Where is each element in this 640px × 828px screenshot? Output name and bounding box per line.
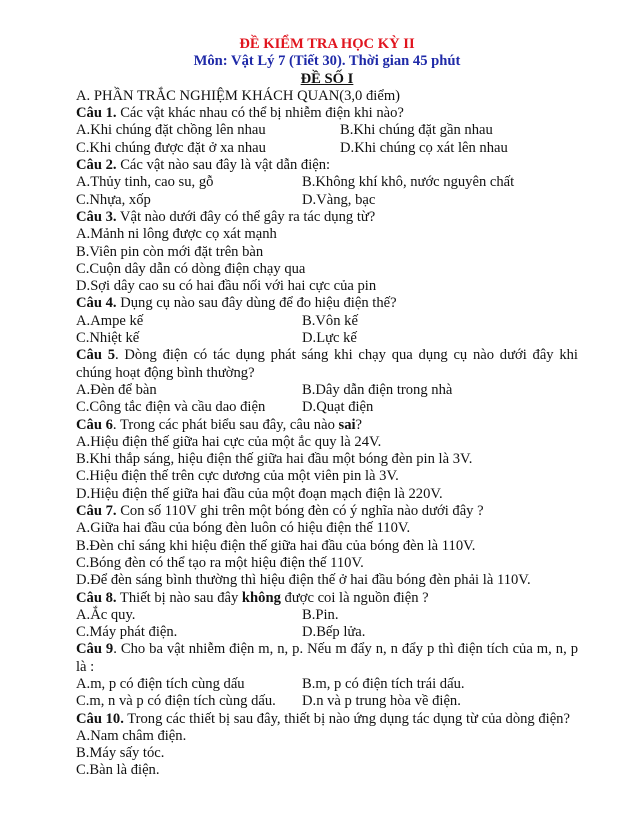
question-emphasis: sai (338, 416, 356, 433)
question-text: Vật nào dưới đây có thể gây ra tác dụng từ? (116, 208, 376, 225)
answer-option: A.Nam châm điện. (76, 727, 187, 744)
answer-option: C.Bàn là điện. (76, 762, 160, 779)
question-5 (76, 347, 578, 382)
answer-option: A.Đèn để bàn (76, 381, 157, 398)
answer-row (76, 399, 578, 416)
question-text: Con số 110V ghi trên một bóng đèn có ý nghĩa nào dưới đây ? (116, 503, 484, 520)
answer-option: B.Pin. (302, 606, 339, 623)
question-text: . Dòng điện có tác dụng phát sáng khi chạy qua dụng cụ nào dưới đây khi chúng hoạt động bình thường? (76, 347, 578, 381)
question-3 (76, 209, 578, 226)
answer-option: C.Công tắc điện và cầu dao điện (76, 399, 266, 416)
answer-option: B.m, p có điện tích trái dấu. (302, 675, 465, 692)
answer-option: D.Vàng, bạc (302, 191, 376, 208)
question-number: Câu 2. (76, 157, 117, 174)
question-number: Câu 7. (76, 503, 117, 520)
answer-option: A.Ampe kế (76, 312, 144, 329)
answer-option: D.Bếp lửa. (302, 624, 366, 641)
question-6 (76, 417, 578, 434)
answer-option: B.Máy sấy tóc. (76, 745, 165, 762)
answer-option: D.n và p trung hòa về điện. (302, 693, 461, 710)
answer-row (76, 313, 578, 330)
answer-option: D.Hiệu điện thế giữa hai đầu của một đoạn mạch điện là 220V. (76, 485, 443, 502)
question-number: Câu 1. (76, 105, 117, 122)
answer-row (76, 693, 578, 710)
question-9 (76, 641, 578, 676)
answer-option: B.Dây dẫn điện trong nhà (302, 381, 453, 398)
answer-row (76, 382, 578, 399)
answer-option: D.Khi chúng cọ xát lên nhau (340, 139, 508, 156)
answer-option: C.Nhựa, xốp (76, 191, 151, 208)
answer-row (76, 607, 578, 624)
question-emphasis: không (241, 589, 281, 606)
answer-option: B.Vôn kế (302, 312, 358, 329)
answer-option: B.Khi chúng đặt gần nhau (340, 122, 493, 139)
question-text: Thiết bị nào sau đây (116, 589, 242, 606)
question-number: Câu 4. (76, 295, 117, 312)
answer-option: B.Đèn chỉ sáng khi hiệu điện thế giữa hai đầu của bóng đèn là 110V. (76, 537, 476, 554)
answer-option: B.Khi thắp sáng, hiệu điện thế giữa hai đầu một bóng đèn pin là 3V. (76, 451, 473, 468)
answer-row (76, 676, 578, 693)
answer-option: C.m, n và p có điện tích cùng dấu. (76, 693, 276, 710)
answer-option: D.Để đèn sáng bình thường thì hiệu điện thế ở hai đầu bóng đèn phải là 110V. (76, 572, 531, 589)
question-number: Câu 6 (76, 416, 113, 433)
exam-title: ĐỀ KIỂM TRA HỌC KỲ II (239, 36, 415, 52)
question-1 (76, 105, 578, 122)
answer-option: A.m, p có điện tích cùng dấu (76, 675, 245, 692)
answer-option: D.Quạt điện (302, 399, 374, 416)
exam-subtitle: Môn: Vật Lý 7 (Tiết 30). Thời gian 45 phút (193, 53, 461, 70)
question-2 (76, 157, 578, 174)
answer-option: A.Ắc quy. (76, 606, 136, 623)
answer-option: D.Lực kế (302, 330, 357, 347)
question-text-end: được coi là nguồn điện ? (280, 589, 429, 606)
question-number: Câu 5 (76, 347, 115, 364)
question-text: Trong các thiết bị sau đây, thiết bị nào ứng dụng tác dụng từ của dòng điện? (123, 710, 570, 727)
question-7 (76, 503, 578, 520)
answer-row (76, 624, 578, 641)
answer-row (76, 174, 578, 191)
answer-option: D.Sợi dây cao su có hai đầu nối với hai cực của pin (76, 278, 377, 295)
answer-option: C.Cuộn dây dẫn có dòng điện chạy qua (76, 260, 306, 277)
question-8 (76, 590, 578, 607)
answer-option: C.Máy phát điện. (76, 624, 178, 641)
question-number: Câu 9 (76, 641, 114, 658)
question-number: Câu 3. (76, 208, 117, 225)
question-number: Câu 10. (76, 710, 124, 727)
answer-option: A.Giữa hai đầu của bóng đèn luôn có hiệu điện thế 110V. (76, 520, 411, 537)
section-heading: A. PHẦN TRẮC NGHIỆM KHÁCH QUAN(3,0 điểm) (76, 87, 401, 104)
answer-option: A.Khi chúng đặt chồng lên nhau (76, 122, 266, 139)
question-10 (76, 711, 578, 728)
question-number: Câu 8. (76, 589, 117, 606)
answer-row (76, 192, 578, 209)
question-text: Các vật nào sau đây là vật dẫn điện: (116, 157, 331, 174)
exam-code: ĐỀ SỐ I (300, 70, 354, 87)
answer-option: C.Hiệu điện thế trên cực dương của một viên pin là 3V. (76, 468, 399, 485)
question-4 (76, 295, 578, 312)
answer-option: A.Thủy tinh, cao su, gỗ (76, 174, 214, 191)
answer-row (76, 122, 578, 139)
question-text: . Trong các phát biểu sau đây, câu nào (112, 416, 339, 433)
answer-option: B.Viên pin còn mới đặt trên bàn (76, 243, 264, 260)
answer-option: A.Hiệu điện thế giữa hai cực của một ắc quy là 24V. (76, 433, 382, 450)
question-text: Các vật khác nhau có thể bị nhiễm điện khi nào? (116, 105, 404, 122)
question-text-end: ? (355, 416, 363, 433)
answer-option: C.Nhiệt kế (76, 330, 140, 347)
answer-option: B.Không khí khô, nước nguyên chất (302, 174, 515, 191)
answer-row (76, 140, 578, 157)
answer-option: C.Khi chúng được đặt ở xa nhau (76, 139, 266, 156)
answer-row (76, 330, 578, 347)
answer-option: C.Bóng đèn có thể tạo ra một hiệu điện thế 110V. (76, 554, 364, 571)
question-text: Dụng cụ nào sau đây dùng để đo hiệu điện thế? (116, 295, 397, 312)
question-text: . Cho ba vật nhiễm điện m, n, p. Nếu m đẩy n, n đẩy p thì điện tích của m, n, p là : (76, 641, 578, 675)
answer-option: A.Mảnh ni lông được cọ xát mạnh (76, 226, 277, 243)
